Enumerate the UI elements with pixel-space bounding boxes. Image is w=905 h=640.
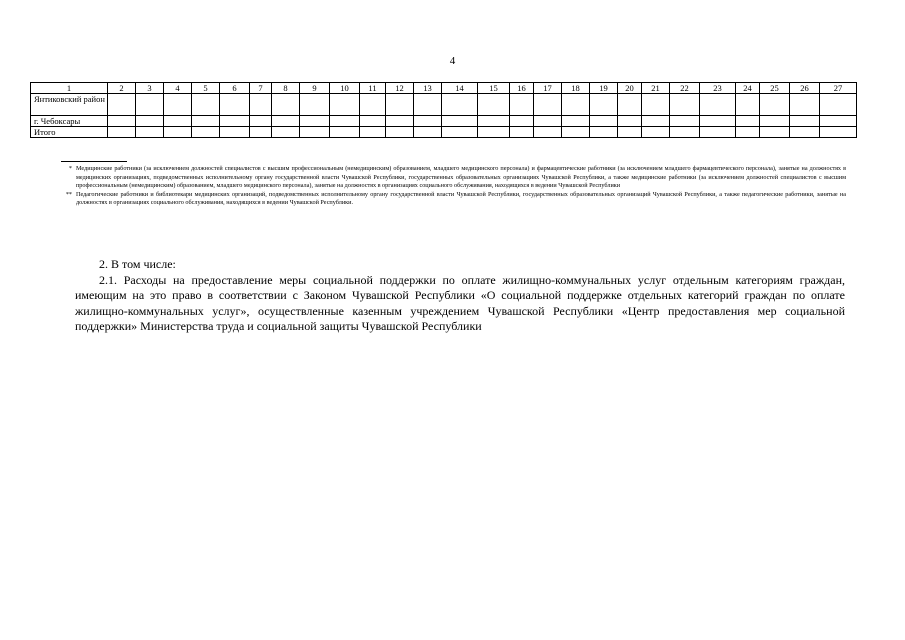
footnotes — [60, 165, 846, 208]
table-cell — [136, 127, 164, 138]
table-cell — [330, 127, 360, 138]
table-cell — [642, 116, 670, 127]
table-cell — [790, 116, 820, 127]
column-header: 24 — [736, 83, 760, 94]
table-cell — [164, 116, 192, 127]
column-header: 18 — [562, 83, 590, 94]
table-cell — [220, 127, 250, 138]
row-label: Итого — [31, 127, 108, 138]
table-cell — [478, 94, 510, 116]
table-cell — [250, 116, 272, 127]
column-header: 15 — [478, 83, 510, 94]
table-cell — [272, 127, 300, 138]
column-header: 3 — [136, 83, 164, 94]
table-cell — [736, 94, 760, 116]
table-cell — [386, 94, 414, 116]
table-cell — [820, 127, 857, 138]
column-header: 27 — [820, 83, 857, 94]
table-cell — [108, 116, 136, 127]
table-cell — [414, 94, 442, 116]
table-cell — [360, 127, 386, 138]
table-cell — [562, 116, 590, 127]
column-header: 25 — [760, 83, 790, 94]
table-cell — [700, 94, 736, 116]
table-cell — [562, 94, 590, 116]
table-cell — [442, 94, 478, 116]
paragraph: 2. В том числе: — [99, 257, 176, 271]
column-header: 21 — [642, 83, 670, 94]
table-cell — [220, 116, 250, 127]
table-cell — [760, 116, 790, 127]
table-cell — [790, 127, 820, 138]
page-number: 4 — [449, 55, 456, 67]
table-cell — [330, 94, 360, 116]
table-cell — [220, 94, 250, 116]
footnote-mark: ** — [65, 190, 72, 198]
column-header: 8 — [272, 83, 300, 94]
table-cell — [136, 116, 164, 127]
footnote-mark: * — [68, 165, 72, 172]
table-cell — [442, 127, 478, 138]
table-cell — [562, 127, 590, 138]
table-cell — [272, 116, 300, 127]
table-cell — [192, 127, 220, 138]
table-cell — [700, 127, 736, 138]
table-cell — [736, 127, 760, 138]
table-cell — [534, 116, 562, 127]
table-cell — [820, 116, 857, 127]
table-cell — [700, 116, 736, 127]
statistics-table — [30, 82, 857, 138]
column-header: 13 — [414, 83, 442, 94]
column-header: 5 — [192, 83, 220, 94]
table-cell — [590, 127, 618, 138]
column-header: 12 — [386, 83, 414, 94]
table-cell — [670, 94, 700, 116]
row-label: Янтиковский район — [31, 94, 108, 116]
table-cell — [590, 94, 618, 116]
body-text — [75, 257, 845, 335]
table-cell — [192, 116, 220, 127]
table-cell — [534, 94, 562, 116]
footnote — [60, 165, 846, 191]
table-cell — [820, 94, 857, 116]
table-cell — [386, 127, 414, 138]
table-cell — [790, 94, 820, 116]
table-cell — [360, 94, 386, 116]
table-cell — [642, 127, 670, 138]
table-cell — [510, 116, 534, 127]
column-header: 26 — [790, 83, 820, 94]
table-cell — [192, 94, 220, 116]
table-cell — [250, 94, 272, 116]
column-header: 4 — [164, 83, 192, 94]
table-cell — [590, 116, 618, 127]
table-cell — [300, 127, 330, 138]
table-cell — [478, 116, 510, 127]
table-cell — [164, 94, 192, 116]
footnote — [60, 191, 846, 208]
table-cell — [250, 127, 272, 138]
column-header: 20 — [618, 83, 642, 94]
column-header: 6 — [220, 83, 250, 94]
table-cell — [760, 94, 790, 116]
column-header: 17 — [534, 83, 562, 94]
table-cell — [670, 116, 700, 127]
column-header: 22 — [670, 83, 700, 94]
table-row — [31, 94, 857, 116]
column-header: 19 — [590, 83, 618, 94]
column-header: 16 — [510, 83, 534, 94]
footnote-text: Педагогические работники и библиотекари медицинских организаций, подведомственных исполнительному органу государственной власти Чувашской Республики, государственных образовательных организаций Чувашской Республики, а также педагогические работники, занятые на должностях в организациях социального обслуживания, находящихся в ведении Чувашской Республики. — [76, 190, 846, 206]
column-header: 1 — [31, 83, 108, 94]
column-header: 7 — [250, 83, 272, 94]
table-cell — [534, 127, 562, 138]
table-cell — [736, 116, 760, 127]
table-cell — [642, 94, 670, 116]
table-cell — [414, 116, 442, 127]
column-header: 14 — [442, 83, 478, 94]
table-cell — [108, 94, 136, 116]
table-cell — [164, 127, 192, 138]
table-row — [31, 127, 857, 138]
table-cell — [360, 116, 386, 127]
column-header: 11 — [360, 83, 386, 94]
column-header: 2 — [108, 83, 136, 94]
table-cell — [300, 94, 330, 116]
row-label: г. Чебоксары — [31, 116, 108, 127]
table-cell — [272, 94, 300, 116]
table-header-row — [31, 83, 857, 94]
column-header: 10 — [330, 83, 360, 94]
table-cell — [330, 116, 360, 127]
footnote-text: Медицинские работники (за исключением должностей специалистов с высшим профессиональным (немедицинским) образованием, младшего медицинского персонала) и фармацевтические работники (за исключением младшего фармацевтического персонала), занятые на должностях в медицинских организациях, подведомственных исполнительному органу государственной власти Чувашской Республики, государственных образовательных организациях Чувашской Республики, а также медицинские работники (за исключением должностей специалистов с высшим профессиональным (немедицинским) образованием, младшего медицинского персонала), занятые на должностях в организациях социального обслуживания, находящихся в ведении Чувашской Республики — [76, 165, 846, 189]
paragraph: 2.1. Расходы на предоставление меры социальной поддержки по оплате жилищно-коммунальных услуг отдельным категориям граждан, имеющим на это право в соответствии с Законом Чувашской Республики «О социальной поддержке отдельных категорий граждан по оплате жилищно-коммунальных услуг», осуществленные казенным учреждением Чувашской Республики «Центр предоставления мер социальной поддержки» Министерства труда и социальной защиты Чувашской Республики — [75, 272, 845, 333]
footnote-separator — [61, 161, 127, 162]
table-cell — [670, 127, 700, 138]
table-cell — [510, 127, 534, 138]
table-cell — [478, 127, 510, 138]
table-cell — [760, 127, 790, 138]
table-cell — [618, 127, 642, 138]
table-cell — [386, 116, 414, 127]
table-cell — [442, 116, 478, 127]
table-cell — [108, 127, 136, 138]
table-cell — [618, 94, 642, 116]
table-cell — [414, 127, 442, 138]
table-cell — [510, 94, 534, 116]
table-row — [31, 116, 857, 127]
table-cell — [618, 116, 642, 127]
table-cell — [300, 116, 330, 127]
column-header: 23 — [700, 83, 736, 94]
table-cell — [136, 94, 164, 116]
column-header: 9 — [300, 83, 330, 94]
